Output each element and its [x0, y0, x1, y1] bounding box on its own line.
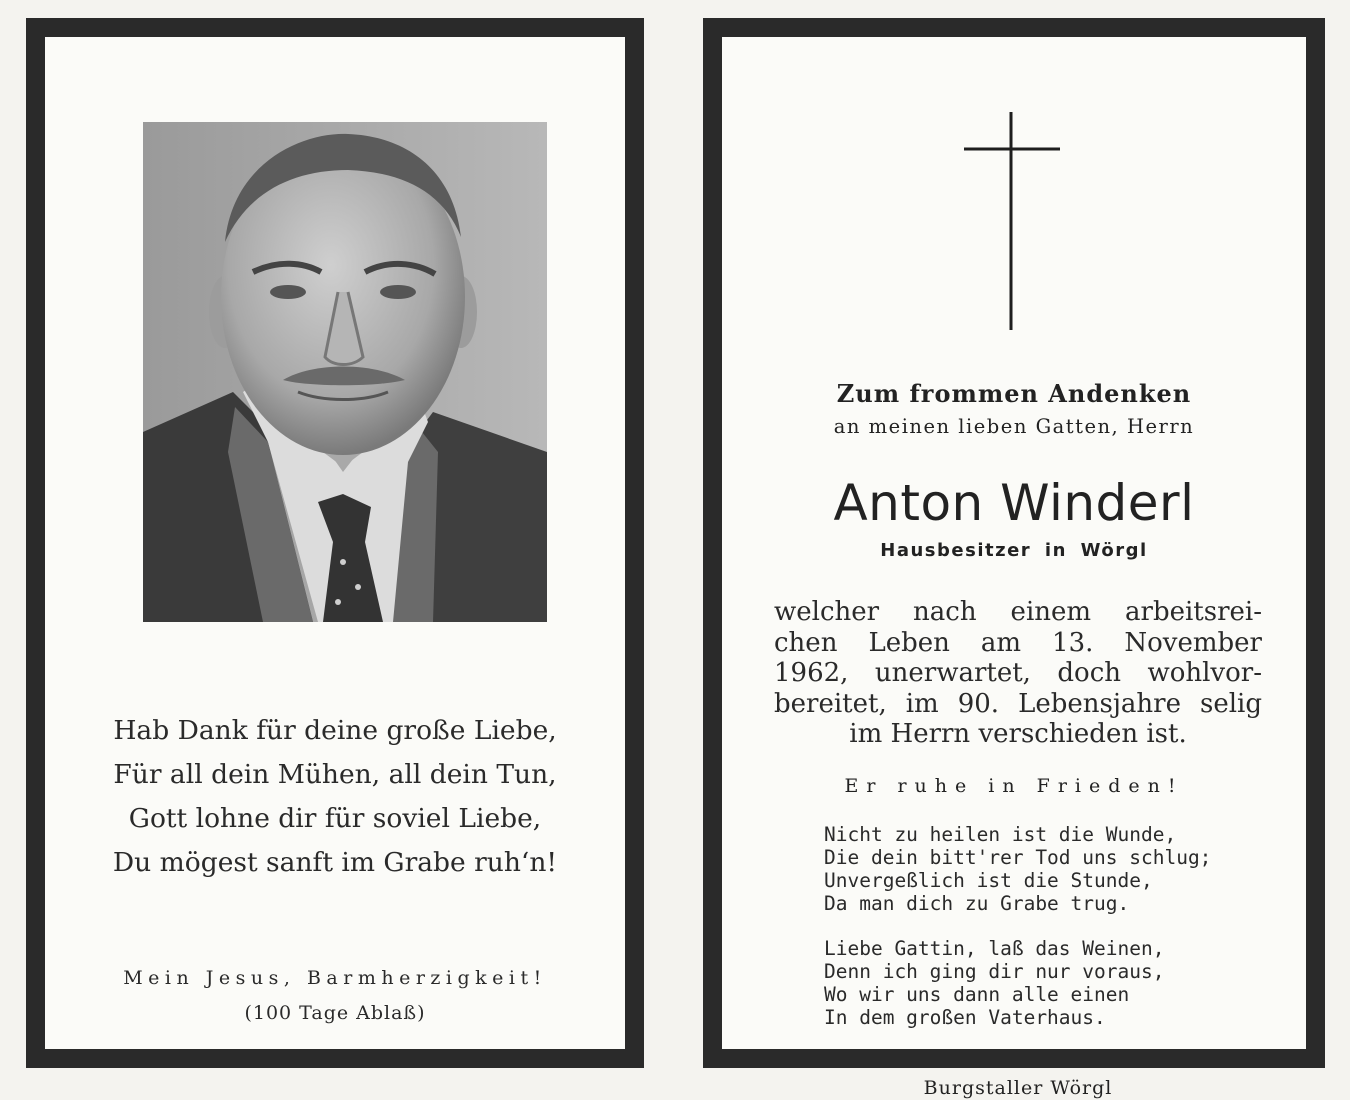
obituary-line: im Herrn verschieden ist.: [849, 719, 1187, 749]
cross-icon: [962, 110, 1062, 332]
poem-right-line: In dem großen Vaterhaus.: [824, 1006, 1106, 1029]
printer-imprint: Burgstaller Wörgl: [923, 1077, 1113, 1099]
deceased-occupation: Hausbesitzer in Wörgl: [880, 540, 1148, 561]
poem-right: [824, 823, 1211, 1029]
poem-left: [65, 709, 605, 885]
obituary-line: welcher nach einem arbeitsrei-: [774, 597, 1262, 627]
poem-right-line: Wo wir uns dann alle einen: [824, 983, 1130, 1006]
memorial-card-right: [703, 18, 1325, 1068]
memorial-heading: Zum frommen Andenken: [836, 379, 1192, 408]
rest-in-peace: Er ruhe in Frieden!: [844, 775, 1184, 797]
memorial-subheading: an meinen lieben Gatten, Herrn: [833, 415, 1195, 438]
card-left-paper: [45, 37, 625, 1049]
obituary-line: bereitet, im 90. Lebensjahre selig: [774, 688, 1262, 719]
poem-right-line: Die dein bitt'rer Tod uns schlug;: [824, 846, 1212, 869]
memorial-card-left: [26, 18, 644, 1068]
poem-left-line: Für all dein Mühen, all dein Tun,: [113, 759, 557, 790]
mercy-prayer: Mein Jesus, Barmherzigkeit!: [123, 967, 547, 989]
indulgence-note: (100 Tage Ablaß): [244, 1002, 426, 1024]
obituary-line: chen Leben am 13. November: [774, 627, 1262, 658]
obituary-text: [774, 597, 1262, 750]
poem-right-line: Da man dich zu Grabe trug.: [824, 892, 1130, 915]
poem-right-line: Nicht zu heilen ist die Wunde,: [824, 823, 1177, 846]
obituary-line: 1962, unerwartet, doch wohlvor-: [774, 658, 1262, 688]
portrait-photo-icon: [143, 122, 547, 622]
poem-stanza: [824, 937, 1211, 1029]
card-right-paper: [722, 37, 1306, 1049]
poem-right-line: Unvergeßlich ist die Stunde,: [824, 869, 1153, 892]
poem-right-line: Liebe Gattin, laß das Weinen,: [824, 937, 1165, 960]
poem-left-line: Hab Dank für deine große Liebe,: [113, 715, 557, 746]
poem-stanza: [824, 823, 1211, 915]
deceased-name: Anton Winderl: [833, 474, 1195, 532]
portrait-photo: [143, 122, 547, 622]
poem-left-line: Du mögest sanft im Grabe ruh‘n!: [112, 847, 558, 878]
poem-left-line: Gott lohne dir für soviel Liebe,: [128, 803, 542, 834]
poem-right-line: Denn ich ging dir nur voraus,: [824, 960, 1165, 983]
